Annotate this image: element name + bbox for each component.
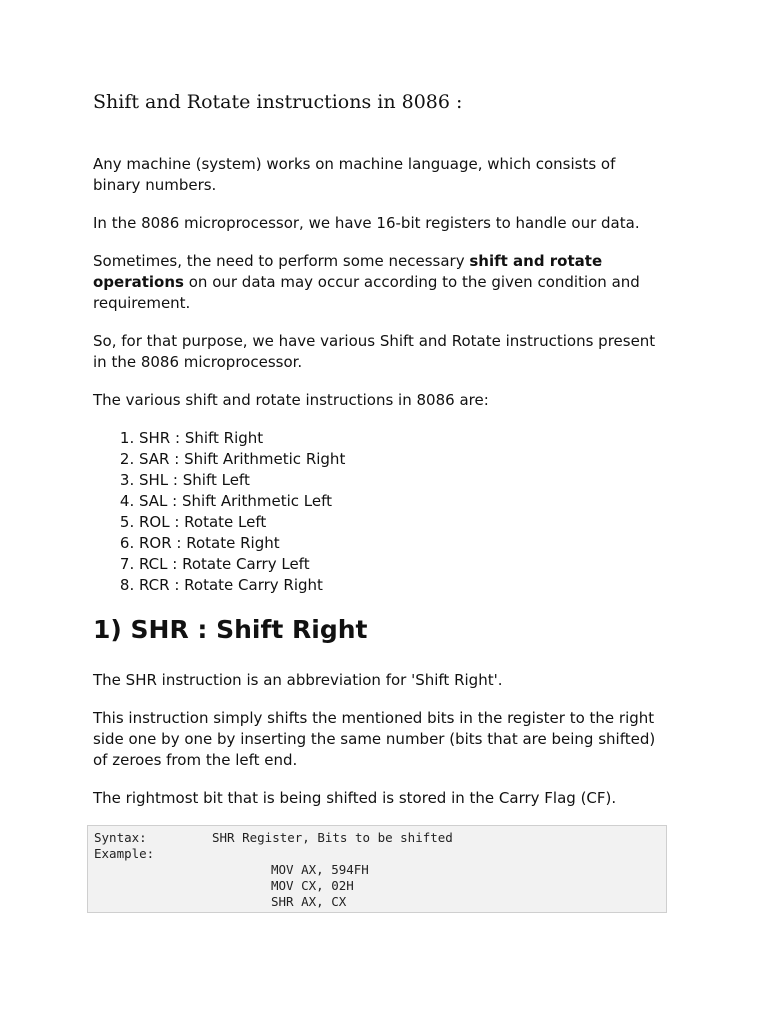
code-line: MOV AX, 594FH	[271, 862, 369, 877]
code-block	[87, 825, 667, 913]
intro-paragraph-2: In the 8086 microprocessor, we have 16-bit registers to handle our data.	[93, 214, 640, 232]
list-item: 8. RCR : Rotate Carry Right	[139, 575, 663, 596]
intro-paragraph-1: Any machine (system) works on machine language, which consists of binary numbers.	[93, 155, 616, 194]
list-item: 4. SAL : Shift Arithmetic Left	[139, 491, 663, 512]
list-item: 1. SHR : Shift Right	[139, 428, 663, 449]
code-example-label: Example:	[94, 846, 155, 861]
shr-paragraph-3: The rightmost bit that is being shifted is stored in the Carry Flag (CF).	[93, 789, 617, 807]
intro-paragraph-3-bold: shift and rotate operations	[93, 252, 603, 291]
intro-paragraph-3	[93, 251, 663, 314]
document-title: Shift and Rotate instructions in 8086 :	[93, 91, 463, 113]
shr-paragraph-2: This instruction simply shifts the mentioned bits in the register to the right side one by one by inserting the same number (bits that are being shifted) of zeroes from the left end.	[93, 709, 656, 769]
shr-paragraph-1: The SHR instruction is an abbreviation for 'Shift Right'.	[93, 671, 503, 689]
code-line: MOV CX, 02H	[271, 878, 354, 893]
list-item: 7. RCL : Rotate Carry Left	[139, 554, 663, 575]
intro-paragraph-3-end: on our data may occur according to the given condition and requirement.	[93, 273, 640, 312]
code-syntax-value: SHR Register, Bits to be shifted	[212, 830, 453, 845]
list-item: 3. SHL : Shift Left	[139, 470, 663, 491]
list-item: 6. ROR : Rotate Right	[139, 533, 663, 554]
document-body	[93, 154, 663, 826]
intro-paragraph-5: The various shift and rotate instructions in 8086 are:	[93, 391, 489, 409]
section-heading-shr: 1) SHR : Shift Right	[93, 615, 368, 644]
list-item: 2. SAR : Shift Arithmetic Right	[139, 449, 663, 470]
instruction-list	[93, 428, 663, 596]
intro-paragraph-3-start: Sometimes, the need to perform some necessary	[93, 252, 470, 270]
code-line: SHR AX, CX	[271, 894, 347, 909]
list-item: 5. ROL : Rotate Left	[139, 512, 663, 533]
code-text	[94, 830, 666, 910]
code-syntax-label: Syntax:	[94, 830, 147, 845]
intro-paragraph-4: So, for that purpose, we have various Shift and Rotate instructions present in the 8086 microprocessor.	[93, 332, 656, 371]
